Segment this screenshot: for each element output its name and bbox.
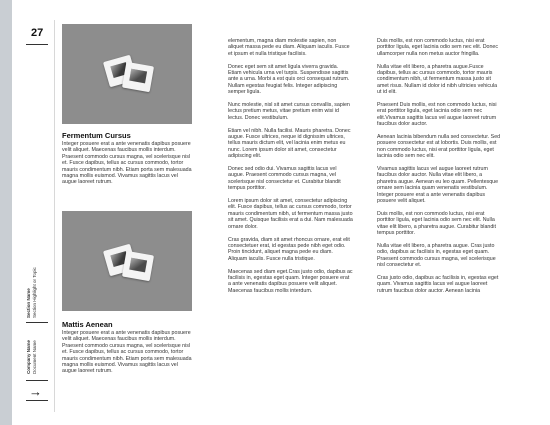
paragraph: Maecenas sed diam eget.Cras justo odio, dapibus ac facilisis in, egestas eget quam. Integer posuere erat a ante venenatis dapibus posuere velit aliquet. Maecenas faucibus mollis interdum. [228, 268, 353, 294]
body-column-right [377, 38, 502, 301]
paragraph: Aenean lacinia bibendum nulla sed consectetur. Sed posuere consectetur est at lobortis. Duis mollis, est non commodo luctus, nisi erat porttitor ligula, eget lacinia odio sem nec elit. [377, 134, 501, 160]
paragraph: elementum, magna diam molestie sapien, non aliquet massa pede eu diam. Aliquam iaculis. Fusce et ipsum et nulla tristique facilisis. [228, 38, 350, 57]
slide-icon [122, 62, 154, 92]
section-subtitle: Section Highlight or Topic [31, 267, 37, 318]
paragraph: Vivamus sagittis lacus vel augue laoreet rutrum faucibus dolor auctor. Nulla vitae elit libero, a pharetra augue. Aenean eu leo quam. Pellentesque ornare sem lacinia quam venenatis vestibulum. Integer posuere erat a ante venenatis dapibus posuere velit aliquet. [377, 166, 499, 205]
page-edge [0, 0, 12, 425]
paragraph: Cras gravida, diam sit amet rhoncus ornare, erat elit consectetuer erat, id egestas pede nibh eget odio. Proin tincidunt, aliquet magna pede eu diam. Aliquam iaculis. Fusce nulla tristique. [228, 236, 350, 262]
sidebar-divider [26, 380, 48, 381]
sidebar-divider [26, 400, 48, 401]
paragraph: Nulla vitae elit libero, a pharetra augue.Fusce dapibus, tellus ac cursus commodo, tortor mauris condimentum nibh, ut fermentum massa justo sit amet risus. Nullam id dolor id nibh ultricies vehicula ut id elit. [377, 63, 498, 96]
article-title: Mattis Aenean [62, 320, 113, 329]
paragraph: Donec sed odio dui. Vivamus sagittis lacus vel augue. Praesent commodo cursus magna, vel scelerisque nisl consectetur et. Curabitur blandit tempus porttitor. [228, 166, 341, 192]
company-name: Company Name [26, 339, 31, 374]
paragraph: Praesent Duis mollis, est non commodo luctus, nisi erat porttitor ligula, eget lacinia odio sem nec elit.Vivamus sagittis lacus vel augue laoreet rutrum faucibus dolor auctor. [377, 102, 497, 128]
paragraph: Duis mollis, est non commodo luctus, nisi erat porttitor ligula, eget lacinia odio sem nec elit. Donec ullamcorper nulla non metus auctor fringilla. [377, 38, 499, 57]
paragraph: Etiam vel nibh. Nulla facilisi. Mauris pharetra. Donec augue. Fusce ultrices, neque id dignissim ultrices, tellus mauris dictum elit, vel lacinia enim metus eu nunc. Lorem ipsum dolor sit amet, consectetur adipiscing elit. [228, 127, 351, 160]
article-body: Integer posuere erat a ante venenatis dapibus posuere velit aliquet. Maecenas faucibus mollis interdum. Praesent commodo cursus magna, vel scelerisque nisl et. Fusce dapibus, tellus ac cursus commodo, tortor mauris condimentum nibh. Etiam porta sem malesuada magna mollis euismod. Vivamus sagittis lacus vel augue laoreet rutrum. [62, 141, 192, 186]
section-name: Section Name [26, 288, 31, 318]
next-page-arrow-icon[interactable]: → [29, 384, 42, 399]
paragraph: Nunc molestie, nisl sit amet cursus convallis, sapien lectus pretium metus, vitae pretium enim wisi id lectus. Donec vestibulum. [228, 102, 350, 121]
sidebar-divider [26, 44, 48, 45]
section-label [26, 267, 52, 318]
document-name: Document Name [31, 340, 37, 374]
body-column-middle [228, 38, 353, 301]
sidebar-vertical-rule [54, 20, 55, 412]
paragraph: Donec eget sem sit amet ligula viverra gravida. Etiam vehicula urna vel turpis. Suspendisse sagittis ante a urna. Morbi a est quis orci consequat rutrum. Nullam egestas feugiat felis. Integer adipiscing semper ligula. [228, 63, 350, 96]
paragraph: Cras justo odio, dapibus ac facilisis in, egestas eget quam. Vivamus sagittis lacus vel augue laoreet rutrum faucibus dolor auctor. Aenean lacinia [377, 274, 499, 294]
article-title: Fermentum Cursus [62, 131, 131, 140]
page-number: 27 [31, 27, 44, 39]
article-body: Integer posuere erat a ante venenatis dapibus posuere velit aliquet. Maecenas faucibus mollis interdum. Praesent commodo cursus magna, vel scelerisque nisl et. Fusce dapibus, tellus ac cursus commodo, tortor mauris condimentum nibh. Etiam porta sem malesuada magna mollis euismod. Vivamus sagittis lacus vel augue laoreet rutrum. [62, 330, 192, 375]
company-label [26, 334, 52, 374]
slides-photo [62, 211, 192, 311]
paragraph: Duis mollis, est non commodo luctus, nisi erat porttitor ligula, eget lacinia odio sem nec elit. Nulla vitae elit libero, a pharetra augue. Curabitur blandit tempus porttitor. [377, 210, 496, 237]
paragraph: Nulla vitae elit libero, a pharetra augue. Cras justo odio, dapibus ac facilisis in, egestas eget quam. Praesent commodo cursus magna, vel scelerisque nisl consectetur et. [377, 242, 496, 269]
slide-icon [122, 251, 154, 281]
slides-photo [62, 24, 192, 124]
paragraph: Lorem ipsum dolor sit amet, consectetur adipiscing elit. Fusce dapibus, tellus ac cursus commodo, tortor mauris condimentum nibh, ut fermentum massa justo sit amet. Quisque facilisis erat a dui. Nam malesuada ornare dolor. [228, 198, 353, 230]
sidebar-divider [26, 322, 48, 323]
